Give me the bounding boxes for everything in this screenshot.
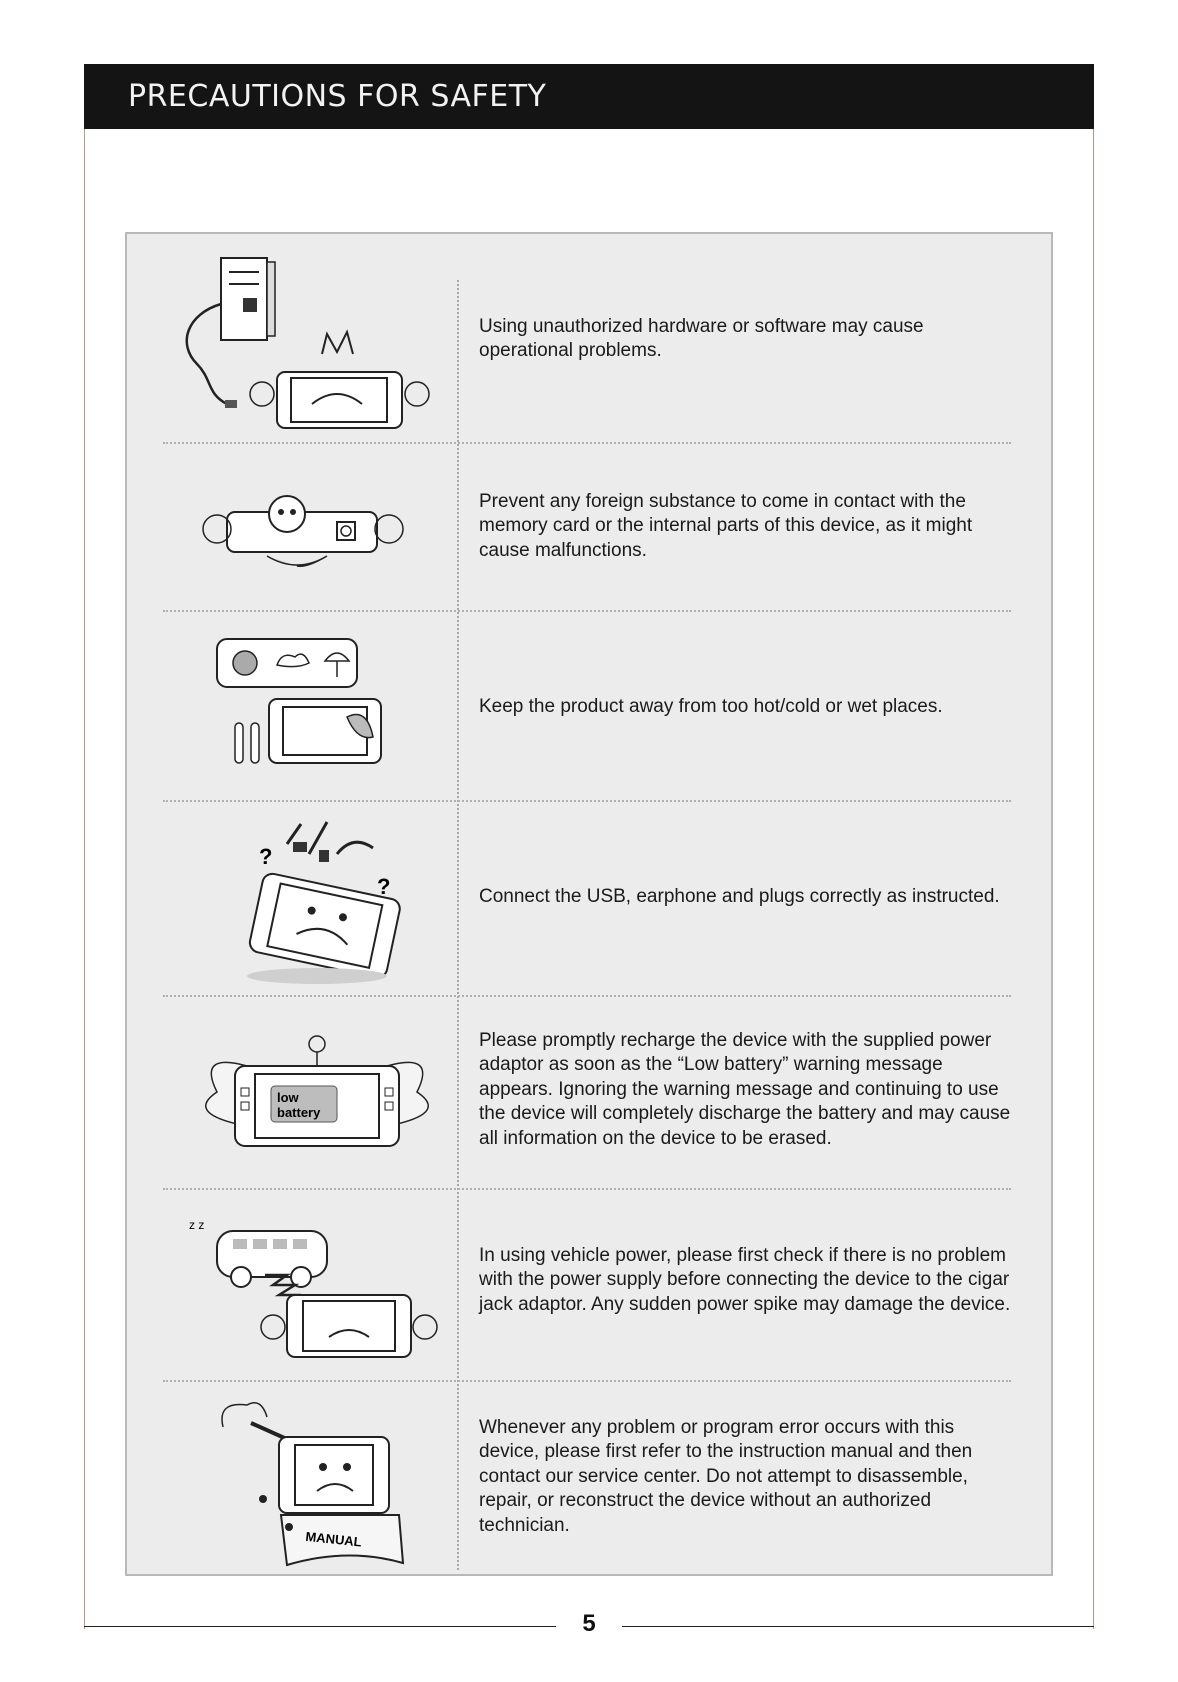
pc-connection-icon (177, 254, 427, 434)
section-header (84, 64, 1094, 129)
precaution-row (127, 997, 1055, 1190)
low-battery-icon (177, 1032, 427, 1162)
footer-rule-right (622, 1626, 1094, 1627)
precaution-text: Please promptly recharge the device with the supplied power adaptor as soon as the “Low battery” warning message appears. Ignoring the warning message and continuing to use the device will completely discharge the battery and may cause all information on the device to be erased. (479, 1029, 1011, 1149)
footer-rule-left (84, 1626, 556, 1627)
usb-earphone-plugs-icon (177, 814, 427, 984)
precaution-text: Using unauthorized hardware or software may cause operational problems. (479, 315, 924, 361)
manual-repair-icon (177, 1397, 427, 1567)
precaution-text: Keep the product away from too hot/cold or wet places. (479, 695, 943, 717)
svg-text:z z: z z (189, 1218, 205, 1232)
page-number: 5 (582, 1610, 596, 1637)
low-battery-label-1: low (277, 1090, 299, 1105)
foreign-substance-icon (177, 484, 427, 584)
manual-label: MANUAL (304, 1528, 363, 1550)
page-title: PRECAUTIONS FOR SAFETY (128, 79, 547, 114)
precaution-text: Whenever any problem or program error occurs with this device, please first refer to the instruction manual and then contact our service center. Do not attempt to disassemble, repair, or reconstruct the device without an authorized technician. (479, 1416, 973, 1536)
precaution-row (127, 802, 1055, 997)
precaution-row (127, 444, 1055, 612)
svg-text:?: ? (377, 874, 391, 899)
precautions-panel (125, 232, 1053, 1576)
precaution-row (127, 612, 1055, 802)
precaution-text: Prevent any foreign substance to come in contact with the memory card or the internal parts of this device, as it might cause malfunctions. (479, 490, 973, 561)
precaution-row (127, 234, 1055, 444)
low-battery-label-2: battery (277, 1105, 321, 1120)
precaution-text: Connect the USB, earphone and plugs correctly as instructed. (479, 885, 1000, 907)
precaution-row (127, 1190, 1055, 1382)
svg-text:?: ? (259, 844, 273, 869)
vehicle-power-icon (177, 1215, 427, 1365)
precaution-text: In using vehicle power, please first check if there is no problem with the power supply before connecting the device to the cigar jack adaptor. Any sudden power spike may damage the device. (479, 1244, 1011, 1315)
weather-icon (177, 637, 427, 782)
precaution-row (127, 1382, 1055, 1572)
